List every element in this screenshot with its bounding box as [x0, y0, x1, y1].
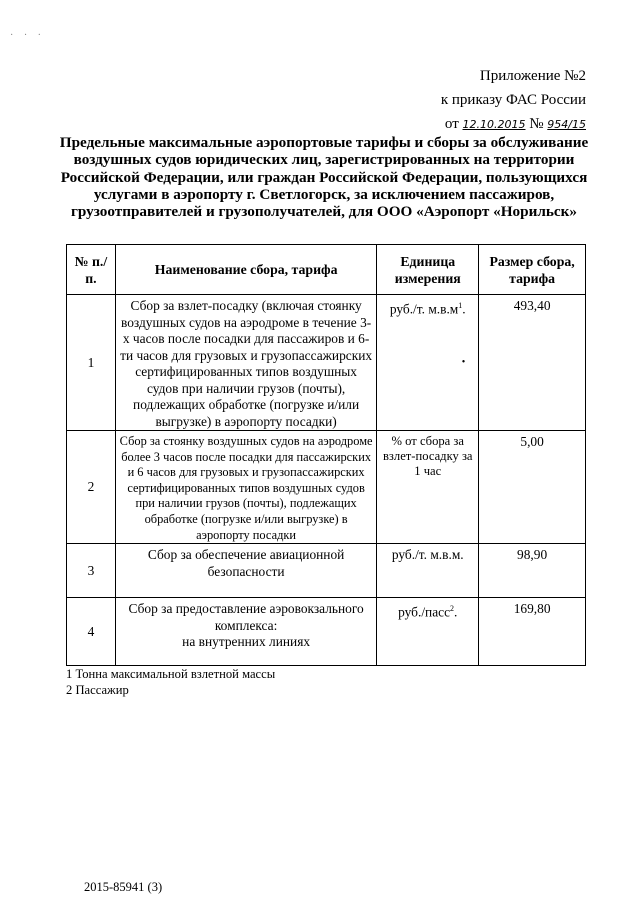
row-unit: % от сбора за взлет-посадку за 1 час: [377, 431, 479, 544]
row-name-line-1: Сбор за предоставление аэровокзального комплекса:: [128, 601, 364, 633]
appendix-line-1: Приложение №2: [479, 68, 586, 84]
table-row: [67, 544, 586, 598]
row-name: Сбор за обеспечение авиационной безопасности: [115, 544, 376, 598]
document-title: Предельные максимальные аэропортовые тарифы и сборы за обслуживание воздушных судов юридических лиц, зарегистрированных на территории Российской Федерации, или граждан Российской Федерации, пользующихся услугами в аэропорту г. Светлогорск, за исключением пассажиров, грузоотправителей и грузополучателей, для ООО «Аэропорт «Норильск»: [59, 134, 589, 221]
footnotes: [66, 667, 275, 698]
handwritten-number: 954/15: [547, 118, 586, 131]
header-value: Размер сбора, тарифа: [479, 245, 586, 295]
row-unit: руб./т. $м.в.м^1$. •: [377, 295, 479, 431]
number-prefix: №: [529, 116, 544, 132]
row-value: 98,90: [479, 544, 586, 598]
handwritten-date: 12.10.2015: [462, 118, 526, 131]
scan-dot: •: [461, 357, 466, 369]
row-num: 1: [67, 295, 116, 431]
row-num: 2: [67, 431, 116, 544]
row-value: 169,80: [479, 598, 586, 666]
row-num: 3: [67, 544, 116, 598]
appendix-line-2: к приказу ФАС России: [440, 92, 586, 108]
row-num: 4: [67, 598, 116, 666]
row-name-line-2: на внутренних линиях: [182, 634, 311, 650]
appendix-header: [441, 64, 586, 137]
table-row: [67, 295, 586, 431]
header-unit: Единица измерения: [377, 245, 479, 295]
scan-speck: · · ·: [10, 30, 45, 41]
row-name: [115, 598, 376, 666]
footnote-1: 1 Тонна максимальной взлетной массы: [66, 667, 276, 681]
row-value: 493,40: [479, 295, 586, 431]
date-prefix: от: [444, 116, 459, 132]
tariff-table: [66, 244, 586, 666]
footnote-2: 2 Пассажир: [66, 682, 129, 697]
row-value: 5,00: [479, 431, 586, 544]
table-header-row: [67, 245, 586, 295]
header-name: Наименование сбора, тарифа: [115, 245, 376, 295]
row-name: Сбор за стоянку воздушных судов на аэродроме более 3 часов после посадки для пассажирских и 6 часов для грузовых и грузопассажирских сертифицированных типов воздушных судов при наличии грузов (почты), подлежащих обработке (погрузке и/или выгрузке) в аэропорту посадки: [115, 431, 376, 544]
row-unit: руб./пасс$^2$.: [377, 598, 479, 666]
document-code: 2015-85941 (3): [84, 880, 163, 894]
row-name: Сбор за взлет-посадку (включая стоянку воздушных судов на аэродроме в течение 3-х часов после посадки для пассажиров и 6-ти часов для грузовых и грузопассажирских сертифицированных типов воздушных судов при наличии грузов (почты), подлежащих обработке (погрузке и/или выгрузке) в аэропорту посадки): [115, 295, 376, 431]
table-row: [67, 598, 586, 666]
row-unit: руб./т. м.в.м.: [377, 544, 479, 598]
header-num: № п./п.: [67, 245, 116, 295]
table-row: [67, 431, 586, 544]
